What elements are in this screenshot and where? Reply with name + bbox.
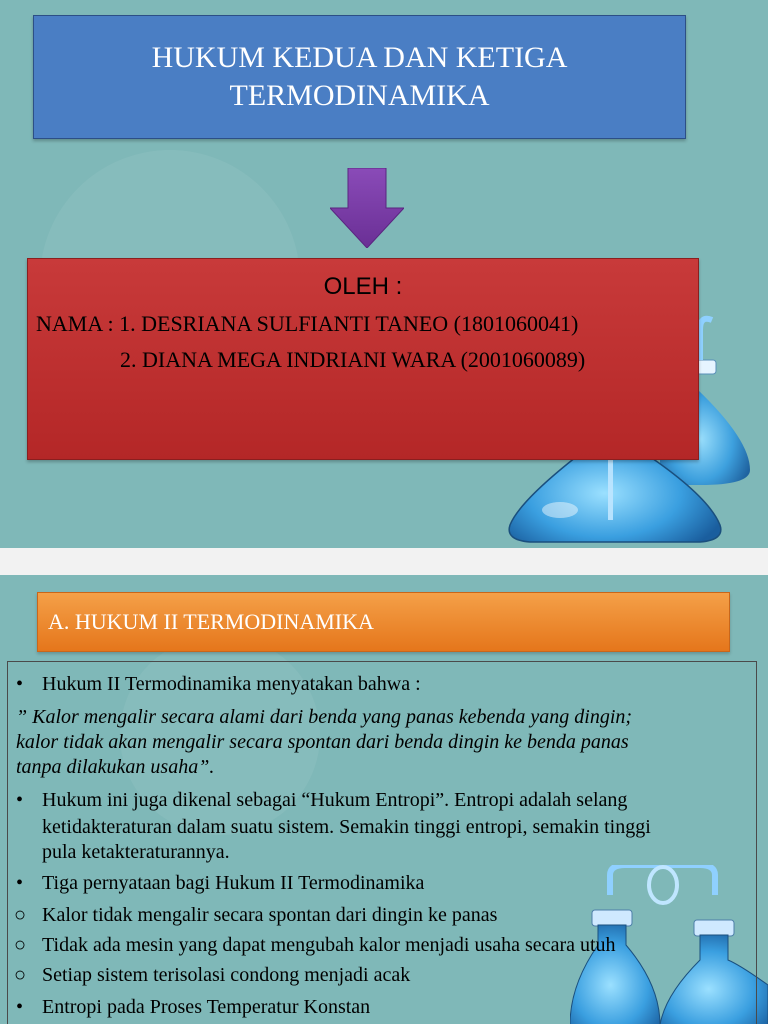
sub-bullet-glyph: ○ <box>14 964 27 986</box>
sub-bullet-1: Kalor tidak mengalir secara spontan dari dingin ke panas <box>42 904 498 926</box>
quote-line-3: tanpa dilakukan usaha”. <box>16 756 215 778</box>
bullet-glyph: • <box>16 673 24 695</box>
content-slide <box>0 575 768 1024</box>
author-box <box>27 258 699 460</box>
quote-line-1: ” Kalor mengalir secara alami dari benda yang panas kebenda yang dingin; <box>16 706 633 728</box>
bullet-glyph: • <box>16 872 24 894</box>
bullet-glyph: • <box>16 789 24 811</box>
bullet-glyph: • <box>16 996 24 1018</box>
bullet-4-text: Entropi pada Proses Temperatur Konstan <box>42 996 371 1018</box>
sub-bullet-glyph: ○ <box>14 904 27 926</box>
title-line-1: HUKUM KEDUA DAN KETIGA <box>151 41 568 74</box>
bullet-2-line-3: pula ketakteraturannya. <box>42 841 230 863</box>
sub-bullet-glyph: ○ <box>14 934 27 956</box>
bullet-2-line-2: ketidakteraturan dalam suatu sistem. Semakin tinggi entropi, semakin tinggi <box>42 816 651 838</box>
author-name-2: 2. DIANA MEGA INDRIANI WARA (2001060089) <box>120 347 586 372</box>
title-line-2: TERMODINAMIKA <box>229 79 490 112</box>
quote-line-2: kalor tidak akan mengalir secara spontan dari benda dingin ke benda panas <box>16 731 629 753</box>
title-box <box>33 15 686 139</box>
sub-bullet-2: Tidak ada mesin yang dapat mengubah kalor menjadi usaha secara utuh <box>42 934 616 956</box>
down-arrow-icon <box>330 168 404 248</box>
section-title-bar <box>37 592 730 652</box>
section-title: A. HUKUM II TERMODINAMIKA <box>48 609 374 634</box>
bullet-2-line-1: Hukum ini juga dikenal sebagai “Hukum Entropi”. Entropi adalah selang <box>42 789 628 811</box>
author-heading: OLEH : <box>323 273 403 300</box>
bullet-1-text: Hukum II Termodinamika menyatakan bahwa : <box>42 673 421 695</box>
sub-bullet-3: Setiap sistem terisolasi condong menjadi acak <box>42 964 411 986</box>
author-name-1: NAMA : 1. DESRIANA SULFIANTI TANEO (1801060041) <box>36 311 579 336</box>
bullet-3-text: Tiga pernyataan bagi Hukum II Termodinamika <box>42 872 425 894</box>
